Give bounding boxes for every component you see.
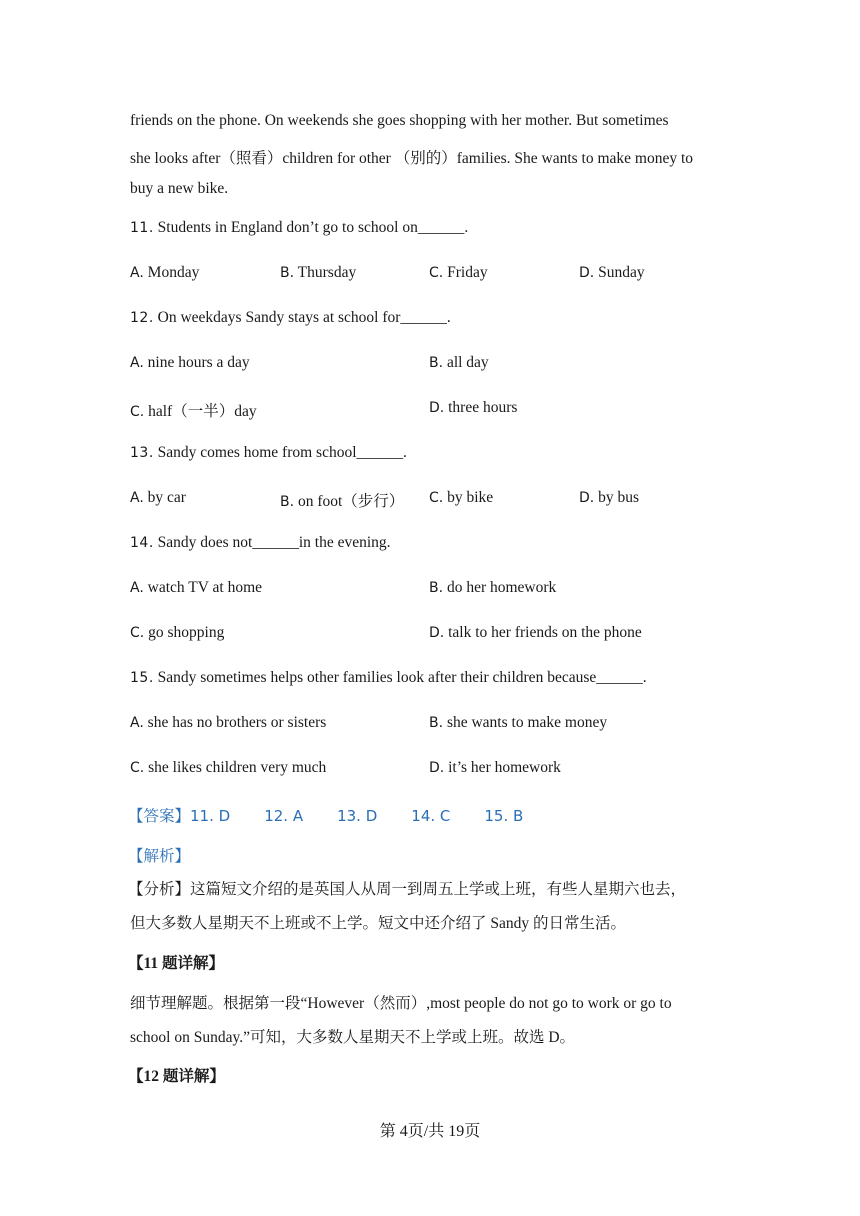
option-a: A. Monday [130, 264, 200, 281]
answer-label: 【答案】 [128, 808, 191, 825]
option-d: D. Sunday [579, 264, 645, 281]
question-number: 14. [130, 535, 154, 551]
option-d: D. three hours [429, 399, 518, 416]
option-b: B. Thursday [280, 264, 357, 281]
option-c: C. Friday [429, 264, 488, 281]
option-a: A. by car [130, 489, 186, 506]
detail-11-text: 细节理解题。根据第一段“However（然而）,most people do not go to work or go to [130, 995, 672, 1012]
question-11 [130, 219, 468, 237]
option-d: D. by bus [579, 489, 640, 506]
answer-item: 13. D [337, 807, 378, 825]
option-c: C. half（一半）day [130, 403, 257, 420]
detail-11-text: school on Sunday.”可知，大多数人星期天不上学或上班。故选 D。 [130, 1029, 576, 1046]
option-b: B. do her homework [429, 579, 557, 596]
answer-item: 11. D [190, 807, 231, 825]
answer-line [128, 804, 557, 826]
page-footer: 第 4页/共 19页 [379, 1123, 481, 1140]
question-text: On weekdays Sandy stays at school for______. [157, 309, 451, 326]
passage-line: she looks after（照看）children for other （别的）families. She wants to make money to [130, 150, 694, 167]
option-c: C. she likes children very much [130, 759, 327, 776]
question-number: 15. [130, 670, 154, 686]
answer-item: 15. B [484, 807, 524, 825]
question-number: 13. [130, 445, 154, 461]
analysis-label: 【解析】 [128, 848, 191, 865]
passage-line: buy a new bike. [130, 180, 229, 197]
question-number: 11. [130, 220, 154, 236]
option-a: A. nine hours a day [130, 354, 250, 371]
detail-11-heading: 【11 题详解】 [128, 955, 225, 972]
option-a: A. she has no brothers or sisters [130, 714, 327, 731]
answer-item: 12. A [264, 807, 304, 825]
passage-line: friends on the phone. On weekends she goes shopping with her mother. But sometimes [130, 112, 669, 129]
option-b: B. on foot（步行） [280, 493, 405, 510]
option-d: D. talk to her friends on the phone [429, 624, 642, 641]
question-text: Students in England don’t go to school on______. [157, 219, 469, 236]
option-b: B. all day [429, 354, 489, 371]
option-b: B. she wants to make money [429, 714, 608, 731]
option-c: C. by bike [429, 489, 494, 506]
question-15 [130, 669, 647, 687]
question-12 [130, 309, 451, 327]
answer-item: 14. C [411, 807, 451, 825]
question-13 [130, 444, 407, 462]
question-number: 12. [130, 310, 154, 326]
detail-12-heading: 【12 题详解】 [128, 1068, 225, 1085]
question-text: Sandy does not______in the evening. [157, 534, 391, 551]
question-14 [130, 534, 391, 552]
analysis-text: 【分析】这篇短文介绍的是英国人从周一到周五上学或上班，有些人星期六也去， [128, 881, 687, 898]
option-a: A. watch TV at home [130, 579, 263, 596]
question-text: Sandy sometimes helps other families look after their children because______. [157, 669, 647, 686]
analysis-text: 但大多数人星期天不上班或不上学。短文中还介绍了 Sandy 的日常生活。 [130, 915, 627, 932]
option-d: D. it’s her homework [429, 759, 561, 776]
question-text: Sandy comes home from school______. [157, 444, 407, 461]
option-c: C. go shopping [130, 624, 225, 641]
